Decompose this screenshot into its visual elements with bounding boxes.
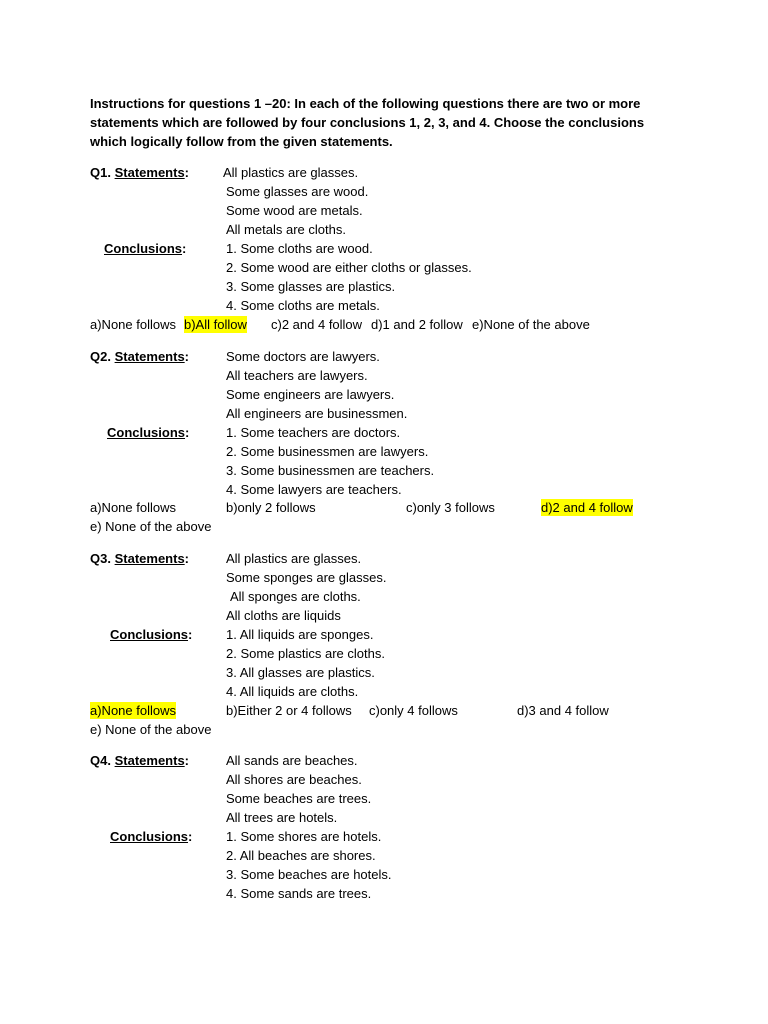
- statements-label: Statements: [114, 349, 185, 364]
- statement-line: All trees are hotels.: [226, 810, 338, 825]
- conclusion-line: 1. Some shores are hotels.: [226, 829, 382, 844]
- conclusion-line: 4. All liquids are cloths.: [226, 684, 359, 699]
- conclusion-line: 2. All beaches are shores.: [226, 848, 376, 863]
- conclusions-heading: [110, 828, 192, 845]
- statement-line: All cloths are liquids: [226, 608, 341, 623]
- conclusion-line: 3. Some beaches are hotels.: [226, 867, 392, 882]
- conclusions-label: Conclusions: [104, 241, 183, 256]
- answer-option: d)1 and 2 follow: [371, 317, 463, 332]
- statement-line: Some beaches are trees.: [226, 791, 372, 806]
- colon: :: [184, 165, 190, 180]
- answer-option: e)None of the above: [472, 317, 590, 332]
- statement-line: All sands are beaches.: [226, 753, 358, 768]
- answer-option-highlighted: b)All follow: [184, 317, 247, 332]
- statement-line: All teachers are lawyers.: [226, 368, 368, 383]
- colon: :: [185, 425, 190, 440]
- conclusion-line: 4. Some sands are trees.: [226, 886, 372, 901]
- conclusion-line: 3. Some glasses are plastics.: [226, 279, 396, 294]
- conclusions-heading: [104, 240, 186, 257]
- conclusion-line: 1. All liquids are sponges.: [226, 627, 374, 642]
- answer-option: b)Either 2 or 4 follows: [226, 703, 352, 718]
- conclusions-label: Conclusions: [107, 425, 186, 440]
- colon: :: [188, 829, 193, 844]
- conclusion-line: 2. Some plastics are cloths.: [226, 646, 385, 661]
- answer-option: e) None of the above: [90, 519, 212, 534]
- colon: :: [182, 241, 187, 256]
- answer-option: a)None follows: [90, 500, 176, 515]
- question-number: Q3.: [90, 551, 111, 566]
- statement-line: Some doctors are lawyers.: [226, 349, 380, 364]
- answer-option: c)only 4 follows: [369, 703, 458, 718]
- conclusion-line: 4. Some cloths are metals.: [226, 298, 380, 313]
- question-number: Q2.: [90, 349, 111, 364]
- statement-line: Some sponges are glasses.: [226, 570, 387, 585]
- answer-option: c)only 3 follows: [406, 500, 495, 515]
- statement-line: Some glasses are wood.: [226, 184, 369, 199]
- answer-option: e) None of the above: [90, 722, 212, 737]
- question-number: Q4.: [90, 753, 111, 768]
- conclusions-heading: [110, 626, 192, 643]
- colon: :: [188, 627, 193, 642]
- answer-option: c)2 and 4 follow: [271, 317, 363, 332]
- answer-option: b)only 2 follows: [226, 500, 316, 515]
- statements-label: Statements: [114, 551, 185, 566]
- question-heading: [90, 348, 189, 365]
- statements-label: Statements: [114, 165, 185, 180]
- statement-line: Some wood are metals.: [226, 203, 363, 218]
- answer-option: d)3 and 4 follow: [517, 703, 609, 718]
- answer-option-highlighted: d)2 and 4 follow: [541, 500, 633, 515]
- statement-line: All shores are beaches.: [226, 772, 362, 787]
- statement-line: All metals are cloths.: [226, 222, 346, 237]
- conclusions-label: Conclusions: [110, 829, 189, 844]
- statement-line: All plastics are glasses.: [226, 551, 362, 566]
- statement-line: Some engineers are lawyers.: [226, 387, 395, 402]
- answer-option-highlighted: a)None follows: [90, 703, 176, 718]
- question-number: Q1.: [90, 165, 111, 180]
- conclusion-line: 2. Some businessmen are lawyers.: [226, 444, 429, 459]
- conclusion-line: 3. All glasses are plastics.: [226, 665, 375, 680]
- statement-line: All plastics are glasses.: [223, 165, 359, 180]
- colon: :: [184, 753, 190, 768]
- statement-line: All sponges are cloths.: [230, 589, 361, 604]
- conclusion-line: 3. Some businessmen are teachers.: [226, 463, 435, 478]
- statement-line: All engineers are businessmen.: [226, 406, 408, 421]
- question-heading: [90, 752, 189, 769]
- answer-option: a)None follows: [90, 317, 176, 332]
- conclusion-line: 1. Some cloths are wood.: [226, 241, 373, 256]
- colon: :: [184, 551, 190, 566]
- conclusion-line: 4. Some lawyers are teachers.: [226, 482, 402, 497]
- question-heading: [90, 550, 189, 567]
- conclusion-line: 1. Some teachers are doctors.: [226, 425, 401, 440]
- instructions-paragraph: Instructions for questions 1 –20: In each of the following questions there are two or more statements which are followed by four conclusions 1, 2, 3, and 4. Choose the conclusions which logically follow from the given statements.: [90, 96, 645, 149]
- colon: :: [184, 349, 190, 364]
- conclusion-line: 2. Some wood are either cloths or glasses.: [226, 260, 472, 275]
- statements-label: Statements: [114, 753, 185, 768]
- conclusions-label: Conclusions: [110, 627, 189, 642]
- question-heading: [90, 164, 189, 181]
- conclusions-heading: [107, 424, 189, 441]
